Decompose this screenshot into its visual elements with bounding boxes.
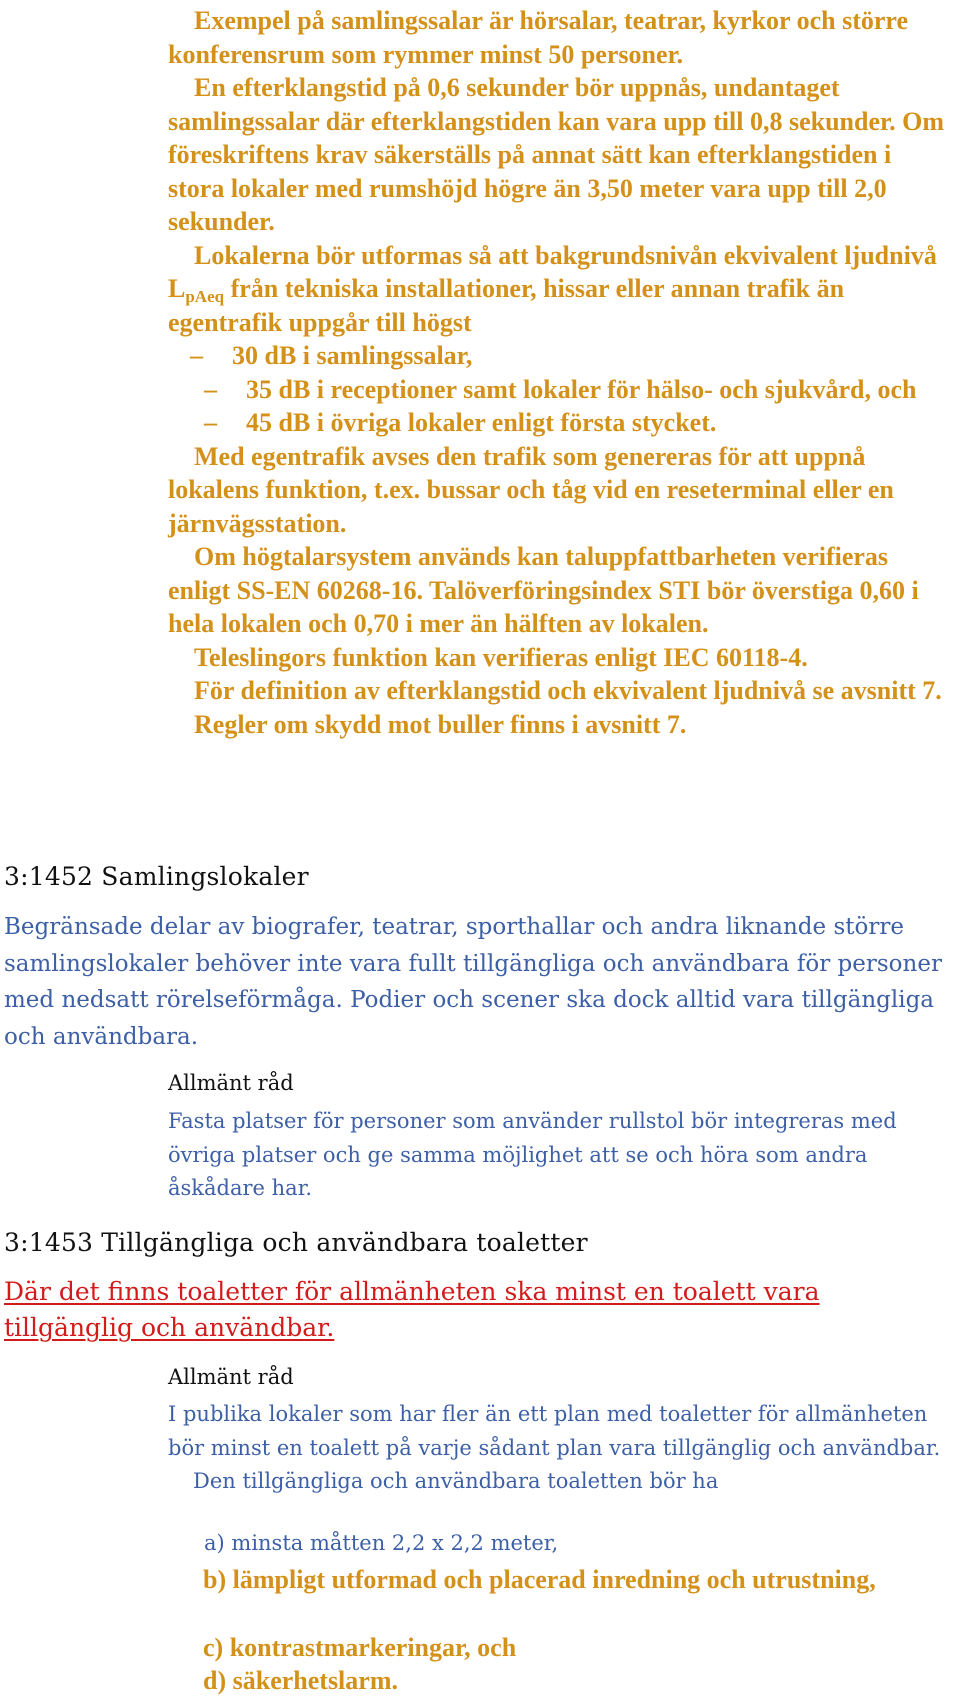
lpaeq-subscript: pAeq: [185, 287, 225, 306]
guidance-paragraph: En efterklangstid på 0,6 sekunder bör uppnås, undantaget samlingssalar där efterklangstiden kan vara upp till 0,8 sekunder. Om föreskriftens krav säkerställs på annat sätt kan efterklangstiden i stora lokaler med rumshöjd högre än 3,50 meter vara upp till 2,0 sekunder.: [168, 73, 945, 236]
advice-paragraph: I publika lokaler som har fler än ett plan med toaletter för allmänheten bör minst en toalett på varje sådant plan vara tillgänglig och användbar.: [168, 1402, 941, 1460]
noise-level-item: – 30 dB i samlingssalar,: [190, 341, 473, 370]
list-item: c) kontrastmarkeringar, och: [203, 1633, 517, 1662]
regulation-text-3-1452: Begränsade delar av biografer, teatrar, sporthallar och andra liknande större samlingslokaler behöver inte vara fullt tillgängliga och användbara för personer med nedsatt rörelseförmåga. Podier och scener ska dock alltid vara tillgängliga och användbara.: [4, 914, 942, 1050]
guidance-paragraph: Regler om skydd mot buller finns i avsnitt 7.: [194, 709, 687, 739]
guidance-paragraph: Exempel på samlingssalar är hörsalar, teatrar, kyrkor och större konferensrum som rymmer minst 50 personer.: [168, 6, 909, 69]
guidance-paragraph: Om högtalarsystem används kan taluppfattbarheten verifieras enligt SS-EN 60268-16. Talöverföringsindex STI bör överstiga 0,60 i hela lokalen och 0,70 i mer än hälften av lokalen.: [168, 542, 919, 638]
guidance-paragraph: För definition av efterklangstid och ekvivalent ljudnivå se avsnitt 7.: [194, 676, 942, 705]
guidance-paragraph: Med egentrafik avses den trafik som genereras för att uppnå lokalens funktion, t.ex. bussar och tåg vid en reseterminal eller en järnvägsstation.: [168, 441, 894, 538]
general-advice-text: [168, 1398, 958, 1499]
section-heading-3-1453: 3:1453 Tillgängliga och användbara toaletter: [4, 1228, 588, 1257]
section-heading-3-1452: 3:1452 Samlingslokaler: [4, 862, 309, 891]
guidance-paragraph-lpaeq: Lokalerna bör utformas så att bakgrundsnivån ekvivalent ljudnivå $L_{pAeq}$ från tekniska installationer, hissar eller annan trafik än egentrafik uppgår till högst: [168, 240, 937, 337]
advice-intro: Den tillgängliga och användbara toaletten bör ha: [193, 1469, 719, 1493]
general-advice-label: Allmänt råd: [168, 1071, 294, 1095]
general-advice-label: Allmänt råd: [168, 1365, 294, 1389]
noise-level-item: – 35 dB i receptioner samt lokaler för hälso- och sjukvård, och: [204, 374, 917, 404]
list-item: a) minsta måtten 2,2 x 2,2 meter,: [204, 1531, 559, 1555]
list-item: d) säkerhetslarm.: [203, 1666, 398, 1695]
guidance-orange-block: [168, 4, 953, 741]
general-advice-text: Fasta platser för personer som använder rullstol bör integreras med övriga platser och ge samma möjlighet att se och höra som andra åskådare har.: [168, 1109, 897, 1200]
noise-level-item: – 45 dB i övriga lokaler enligt första stycket.: [204, 408, 717, 437]
list-item: b) lämpligt utformad och placerad inredning och utrustning,: [203, 1565, 876, 1594]
regulation-text-3-1453: Där det finns toaletter för allmänheten ska minst en toalett vara tillgänglig och användbar.: [4, 1277, 820, 1342]
guidance-paragraph: Teleslingors funktion kan verifieras enligt IEC 60118-4.: [194, 642, 808, 672]
